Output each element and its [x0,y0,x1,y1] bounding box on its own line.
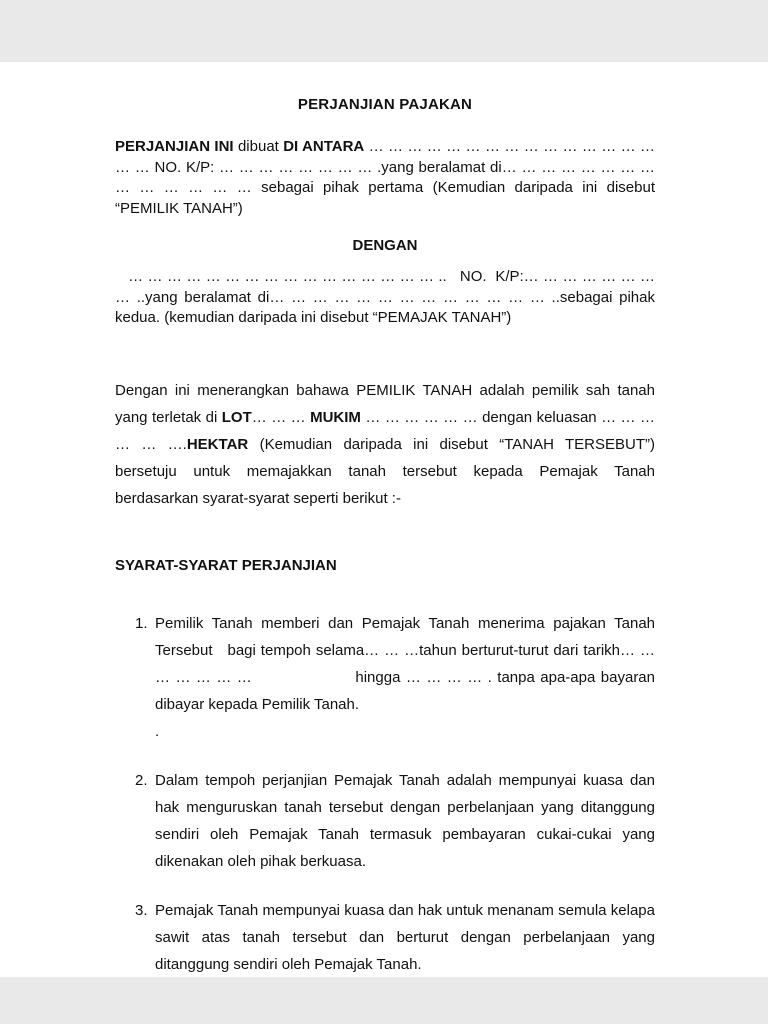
top-letterbox [0,0,768,62]
party1-bold-diantara: DI ANTARA [283,138,365,155]
term-item-2 [115,767,655,875]
terms-list [115,610,655,978]
document-title: PERJANJIAN PAJAKAN [297,96,473,113]
recital-text4: (Kemudian daripada ini disebut “TANAH TERSEBUT”) bersetuju untuk memajakkan tanah tersebut kepada Pemajak Tanah berdasarkan syarat-syarat seperti berikut :- [115,435,655,507]
recital-bold-hektar: HEKTAR [186,435,249,453]
recital-bold-mukim: MUKIM [310,408,361,426]
recital-bold-lot: LOT [221,408,252,426]
term-number: 3. [135,901,148,919]
term-text: Pemilik Tanah memberi dan Pemajak Tanah menerima pajakan Tanah Tersebut bagi tempoh selama… … …tahun berturut-turut dari tarikh… … … … … … … hingga … … … … . tanpa apa-apa bayaran dibayar kepada Pemilik Tanah. [155,614,655,713]
recital-text2: … … … [251,408,311,426]
party1-text-dibuat: dibuat [233,138,284,155]
term-number: 1. [135,614,148,632]
party1-paragraph [115,137,655,219]
document-page [0,62,768,977]
term-suffix: . [155,722,160,740]
recital-text3: … … … … … … dengan keluasan … … … … … …. [115,408,655,453]
term-text: Dalam tempoh perjanjian Pemajak Tanah adalah mempunyai kuasa dan hak menguruskan tanah tersebut dengan perbelanjaan yang ditanggung sendiri oleh Pemajak Tanah termasuk pembayaran cukai-cukai yang dikenakan oleh pihak berkuasa. [155,771,655,870]
party2-paragraph: … … … … … … … … … … … … … … … … .. NO. K/P:… … … … … … … … ..yang beralamat di… … … … … … … … … … … … … ..sebagai pihak kedua. (kemudian daripada ini disebut “PEMAJAK TANAH”) [115,268,655,326]
party1-text-body: … … … … … … … … … … … … … … … … … NO. K/P: … … … … … … … … .yang beralamat di… … … … … … … … … … … … … … sebagai pihak pertama (Kemudian daripada ini disebut “PEMILIK TANAH”) [115,138,655,217]
party1-bold-lead: PERJANJIAN INI [115,138,234,155]
recital-paragraph [115,377,655,512]
term-item-1 [115,610,655,745]
term-item-3 [115,897,655,978]
recital-text1: Dengan ini menerangkan bahawa PEMILIK TANAH adalah pemilik sah tanah yang terletak di [115,381,655,426]
dengan-heading: DENGAN [352,237,418,254]
term-text: Pemajak Tanah mempunyai kuasa dan hak untuk menanam semula kelapa sawit atas tanah tersebut dan berturut dengan perbelanjaan yang ditanggung sendiri oleh Pemajak Tanah. [155,901,655,973]
term-number: 2. [135,771,148,789]
bottom-letterbox [0,977,768,1024]
terms-heading: SYARAT-SYARAT PERJANJIAN [115,556,337,574]
